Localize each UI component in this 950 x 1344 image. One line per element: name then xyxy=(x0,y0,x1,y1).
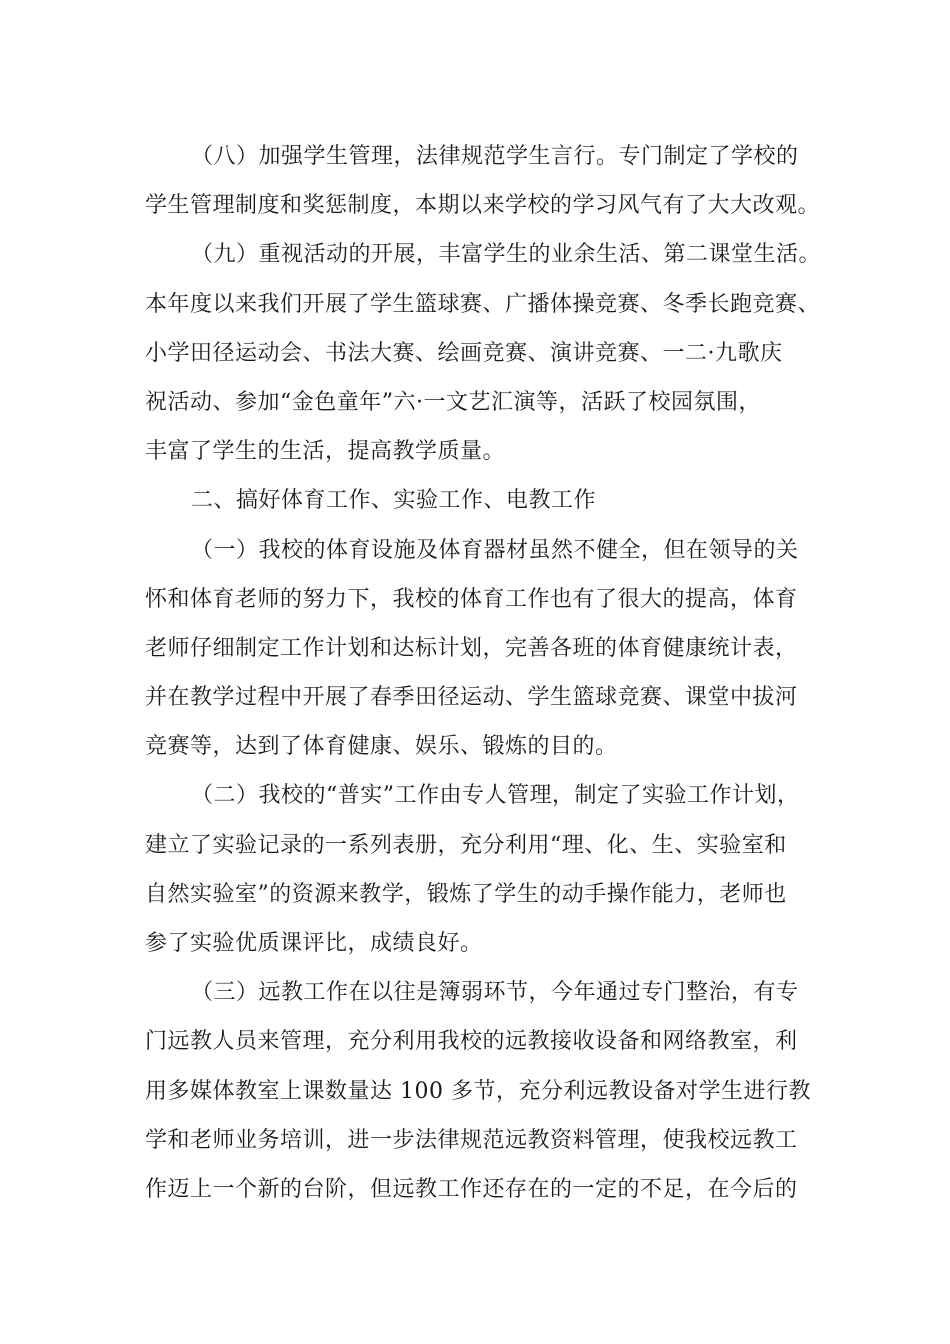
text-line: 怀和体育老师的努力下，我校的体育工作也有了很大的提高，体育 xyxy=(145,586,798,612)
text-line: 小学田径运动会、书法大赛、绘画竞赛、演讲竞赛、一二·九歌庆 xyxy=(145,340,783,366)
section-heading: 二、搞好体育工作、实验工作、电教工作 xyxy=(191,488,597,514)
text-line: 用多媒体教室上课数量达 100 多节，充分利远教设备对学生进行教 xyxy=(145,1078,811,1104)
text-line: 竞赛等，达到了体育健康、娱乐、锻炼的目的。 xyxy=(145,734,618,760)
text-line: 自然实验室”的资源来教学，锻炼了学生的动手操作能力，老师也 xyxy=(145,881,787,907)
text-line: 门远教人员来管理，充分利用我校的远教接收设备和网络教室，利 xyxy=(145,1029,798,1055)
text-line: 参了实验优质课评比，成绩良好。 xyxy=(145,931,483,956)
text-line: 作迈上一个新的台阶，但远教工作还存在的一定的不足，在今后的 xyxy=(145,1176,798,1202)
text-line: （九）重视活动的开展，丰富学生的业余生活、第二课堂生活。 xyxy=(191,242,822,268)
text-line: 学和老师业务培训，进一步法律规范远教资料管理，使我校远教工 xyxy=(145,1127,798,1153)
text-line: （八）加强学生管理，法律规范学生言行。专门制定了学校的 xyxy=(191,144,799,169)
text-line: （一）我校的体育设施及体育器材虽然不健全，但在领导的关 xyxy=(191,537,799,563)
text-line: 老师仔细制定工作计划和达标计划，完善各班的体育健康统计表， xyxy=(145,635,798,661)
text-line: 并在教学过程中开展了春季田径运动、学生篮球竞赛、课堂中拔河 xyxy=(145,685,798,711)
text-line: 本年度以来我们开展了学生篮球赛、广播体操竞赛、冬季长跑竞赛、 xyxy=(145,291,821,317)
text-line: 祝活动、参加“金色童年”六·一文艺汇演等，活跃了校园氛围， xyxy=(145,389,761,415)
text-line: （三）远教工作在以往是簿弱环节，今年通过专门整治，有专 xyxy=(191,980,799,1006)
text-line: （二）我校的“普实”工作由专人管理，制定了实验工作计划， xyxy=(191,783,800,809)
text-line: 学生管理制度和奖惩制度，本期以来学校的学习风气有了大大改观。 xyxy=(145,193,821,219)
body-text xyxy=(145,132,821,1214)
text-line: 丰富了学生的生活，提高教学质量。 xyxy=(145,439,506,465)
text-line: 建立了实验记录的一系列表册，充分利用“理、化、生、实验室和 xyxy=(145,832,787,858)
